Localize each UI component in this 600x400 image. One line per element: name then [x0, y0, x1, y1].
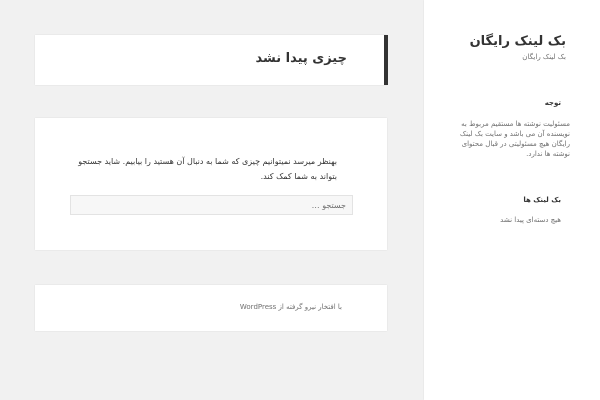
backlinks-empty-text: هیچ دسته‌ای پیدا نشد	[500, 216, 561, 224]
sidebar	[424, 0, 600, 400]
site-title-link[interactable]: بک لینک رایگان	[469, 34, 566, 49]
notice-widget-text: مسئولیت نوشته ها مستقیم مربوط به نویسنده آن می باشد و سایت بک لینک رایگان هیچ مسئولیتی در قبال محتوای نوشته ها ندارد.	[459, 120, 570, 158]
page-header	[35, 35, 387, 85]
notice-widget-title: توجه	[544, 99, 561, 107]
not-found-message: بهنظر میرسد نمیتوانیم چیزی که شما به دنبال آن هستید را بیابیم. شاید جستجو بتواند به شما کمک کند.	[78, 157, 337, 181]
footer-credit	[240, 303, 342, 311]
content-panel	[35, 118, 387, 250]
page-title: چیزی پیدا نشد	[255, 51, 347, 66]
site-footer	[35, 285, 387, 331]
site-description: بک لینک رایگان	[522, 53, 566, 61]
footer-credit-text: با افتخار نیرو گرفته از	[278, 303, 342, 311]
wordpress-link[interactable]: WordPress	[239, 303, 277, 311]
search-input[interactable]	[70, 195, 353, 215]
backlinks-widget-title: بک لینک ها	[523, 196, 561, 204]
accent-bar	[384, 35, 388, 85]
